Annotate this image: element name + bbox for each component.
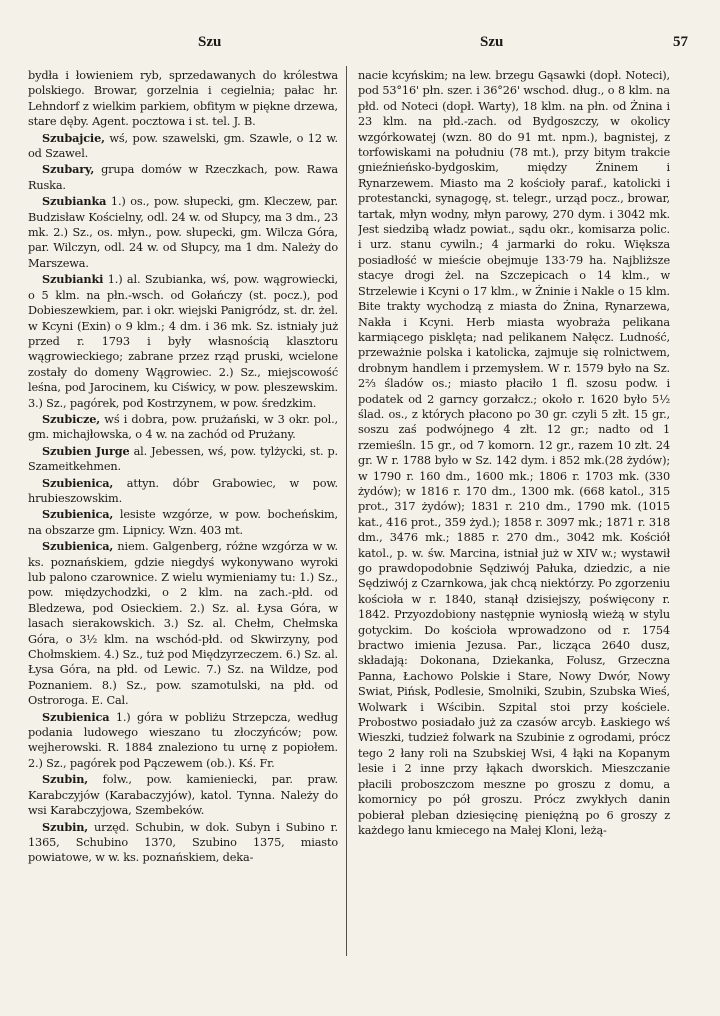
entry-szubajcie — [28, 131, 338, 162]
entry-text: 1.) góra w pobliżu Strzepcza, według podania ludowego wieszano tu złoczyńców; pow. wejherowski. R. 1884 znaleziono tu urnę z popiołem. 2.) Sz., pagórek pod Pączewem (ob.). Kś. Fr. — [28, 710, 338, 770]
entry-text: niem. Galgenberg, różne wzgórza w w. ks. poznańskiem, gdzie niegdyś wykonywano wyroki lub palono czarownice. Z wielu wymieniamy tu: 1.) Sz., pow. międzychodzki, o 2 klm. na zach.-płd. od Bledzewa, pod Osieckiem. 2.) Sz. al. Łysa Góra, w lasach sierakowskich. 3.) Sz. al. Chełm, Chełmska Góra, o 3½ klm. na wschód-płd. od Skwirzyny, pod Chołmskiem. 4.) Sz., tuż pod Międzyrzeczem. 6.) Sz. al. Łysa Góra, na płd. od Lewic. 7.) Sz. na Wildze, pod Poznaniem. 8.) Sz., pow. szamotulski, na płd. od Ostroroga. E. Cal. — [28, 540, 338, 708]
entry-term: Szubin, — [42, 819, 89, 834]
entry-term: Szubienica — [42, 709, 110, 724]
left-column — [28, 68, 338, 958]
entry-szubin-continued — [358, 68, 670, 838]
entry-term: Szubin, — [42, 772, 89, 787]
page-header — [30, 34, 690, 56]
page-number: 57 — [673, 34, 688, 50]
entry-term: Szubicze, — [42, 411, 101, 426]
right-column — [358, 68, 670, 958]
entry-szubienica-2 — [28, 507, 338, 538]
entry-text: wś i dobra, pow. prużański, w 3 okr. pol., gm. michajłowska, o 4 w. na zachód od Prużany. — [28, 412, 338, 442]
entry-term: Szubianki — [42, 272, 104, 287]
left-guide-word: Szu — [198, 34, 222, 50]
entry-szubianki — [28, 272, 338, 411]
entry-term: Szubienica, — [42, 475, 114, 490]
entry-szubienica-3 — [28, 539, 338, 708]
entry-szubienica-1 — [28, 476, 338, 507]
entry-text: grupa domów w Rzeczkach, pow. Rawa Ruska. — [28, 163, 338, 192]
entry-term: Szubienica, — [42, 539, 114, 554]
entry-text: attyn. dóbr Grabowiec, w pow. hrubieszowskim. — [28, 476, 338, 505]
entry-term: Szubajcie, — [42, 130, 105, 145]
entry-term: Szubianka — [42, 194, 107, 209]
entry-text: al. Jebessen, wś, pow. tylżycki, st. p. Szameitkehmen. — [28, 444, 338, 474]
entry-text: urzęd. Schubin, w dok. Subyn i Subino r. 1365, Schubino 1370, Szubino 1375, miasto powiatowe, w w. ks. poznańskiem, deka- — [28, 820, 338, 865]
entry-term: Szubienica, — [42, 507, 114, 522]
entry-term: Szubien Jurge — [42, 443, 130, 458]
entry-text: 1.) os., pow. słupecki, gm. Kleczew, par. Budzisław Kościelny, odl. 24 w. od Słupcy, ma 3 dm., 23 mk. 2.) Sz., os. młyn., pow. słupecki, gm. Wilcza Góra, par. Wilczyn, odl. 24 w. od Słupcy, ma 1 dm. Należy do Marszewa. — [28, 195, 338, 270]
entry-szubienica-4 — [28, 710, 338, 772]
entry-szubin-folw — [28, 772, 338, 818]
entry-szubianka — [28, 194, 338, 271]
entry-continuation — [28, 68, 338, 130]
entry-szubicze — [28, 412, 338, 443]
entry-text: nacie kcyńskim; na lew. brzegu Gąsawki (dopł. Noteci), pod 53°16' płn. szer. i 36°26' wschod. dług., o 8 klm. na płd. od Noteci (dopł. Warty), 18 klm. na płn. od Żnina i 23 klm. na płd.-zach. od Bydgoszczy, w okolicy wzgórkowatej (wzn. 80 do 91 mt. npm.), bagnistej, z torfowiskami na południu (78 mt.), przy bitym trakcie gnieźnieńsko-bydgoskim, między Żninem i Rynarzewem. Miasto ma 2 kościoły paraf., katolicki i protestancki, synagogę, st. telegr., urząd pocz., browar, tartak, młyn wodny, młyn parowy, 270 dym. i 3042 mk. Jest siedzibą władz powiat., sądu okr., komisarza polic. i urz. stanu cywiln.; 4 jarmarki do roku. Większa posiadłość w mieście obejmuje 133·79 ha. Najbliższe stacye drogi żel. na Szczepicach o 14 klm., w Strzelewie i Kcyni o 17 klm., w Żninie i Nakle o 15 klm. Bite trakty wychodzą z miasta do Żnina, Rynarzewa, Nakła i Kcyni. Herb miasta wyobraża pelikana karmiącego pisklęta; nad pelikanem Nałęcz. Ludność, przeważnie polska i katolicka, zajmuje się rolnictwem, drobnym handlem i przemysłem. W r. 1579 było na Sz. 2⅔ śladów os.; miasto płaciło 1 fl. szosu podw. i podatek od 2 garncy gorzałcz.; około r. 1620 było 5½ ślad. os., z których płacono po 30 gr. czyli 5 złt. 15 gr., soszu zaś podwójnego 4 złt. 12 gr.; nadto od 1 rzemieśln. 15 gr., od 7 komorn. 12 gr., razem 10 złt. 24 gr. W r. 1788 było w Sz. 142 dym. i 852 mk.(28 żydów); w 1790 r. 160 dm., 1600 mk.; 1806 r. 1703 mk. (330 żydów); w 1816 r. 170 dm., 1300 mk. (668 katol., 315 prot., 317 żydów); 1831 r. 210 dm., 1790 mk. (1015 kat., 416 prot., 359 żyd.); 1858 r. 3097 mk.; 1871 r. 318 dm., 3476 mk.; 1885 r. 270 dm., 3042 mk. Kościół katol., p. w. św. Marcina, istniał już w XIV w.; wystawił go prawdopodobnie Sędziwój Pałuka, dziedzic, a nie Sędziwój z Czarnkowa, jak chcą niektórzy. Po zgorzeniu kościoła w r. 1840, stanął dzisiejszy, poświęcony r. 1842. Przyozdobiony następnie wyniosłą wieżą w stylu gotyckim. Do kościoła wprowadzono od r. 1754 bractwo imienia Jezusa. Par., licząca 2640 dusz, składają: Dokonana, Dziekanka, Folusz, Grzeczna Panna, Łachowo Polskie i Stare, Nowy Dwór, Nowy Swiat, Pińsk, Podlesie, Smolniki, Szubin, Szubska Wieś, Wolwark i Wścibin. Szpital stoi przy kościele. Probostwo posiadało już za czasów arcyb. Łaskiego wś Wieszki, tudzież folwark na Szubinie z ogrodami, prócz tego 2 łany roli na Szubskiej Wsi, 4 łąki na Kopanym lesie i 2 inne przy łąkach dworskich. Mieszczanie płacili proboszczom meszne po groszu z domu, a komornicy po pół groszu. Prócz zwykłych danin pobierał pleban dziesięcinę pieniężną po 6 groszy z każdego łanu kmiecego na Małej Kloni, leżą- — [358, 69, 670, 837]
entry-szubary — [28, 162, 338, 193]
column-divider — [346, 66, 347, 956]
entry-text: 1.) al. Szubianka, wś, pow. wągrowiecki, o 5 klm. na płn.-wsch. od Gołańczy (st. pocz.), pod Dobieszewkiem, par. i okr. wiejski Panigródz, st. dr. żel. w Kcyni (Exin) o 9 klm.; 4 dm. i 36 mk. Sz. istniały już przed r. 1793 i były własnością klasztoru wągrowieckiego; zabrane przez rząd pruski, wcielone zostały do domeny Wągrowiec. 2.) Sz., miejscowość leśna, pod Jarocinem, ku Ciświcy, w pow. pleszewskim. 3.) Sz., pagórek, pod Kostrzynem, w pow. średzkim. — [28, 273, 338, 410]
entry-text: lesiste wzgórze, w pow. bocheńskim, na obszarze gm. Lipnicy. Wzn. 403 mt. — [28, 508, 338, 537]
entry-text: folw., pow. kamieniecki, par. praw. Karabczyjów (Karabaczyjów), katol. Tynna. Należy do wsi Karabczyjowa, Szembeków. — [28, 773, 338, 818]
entry-term: Szubary, — [42, 162, 95, 177]
entry-szubien-jurge — [28, 444, 338, 475]
entry-text: bydła i łowieniem ryb, sprzedawanych do królestwa polskiego. Browar, gorzelnia i cegielnia; pałac hr. Lehndorf z wielkim parkiem, obfitym w piękne drzewa, stare dęby. Agent. pocztowa i st. tel. J. B. — [28, 69, 338, 129]
right-guide-word: Szu — [480, 34, 504, 50]
entry-szubin-town — [28, 820, 338, 866]
entry-text: wś, pow. szawelski, gm. Szawle, o 12 w. od Szawel. — [28, 131, 338, 161]
